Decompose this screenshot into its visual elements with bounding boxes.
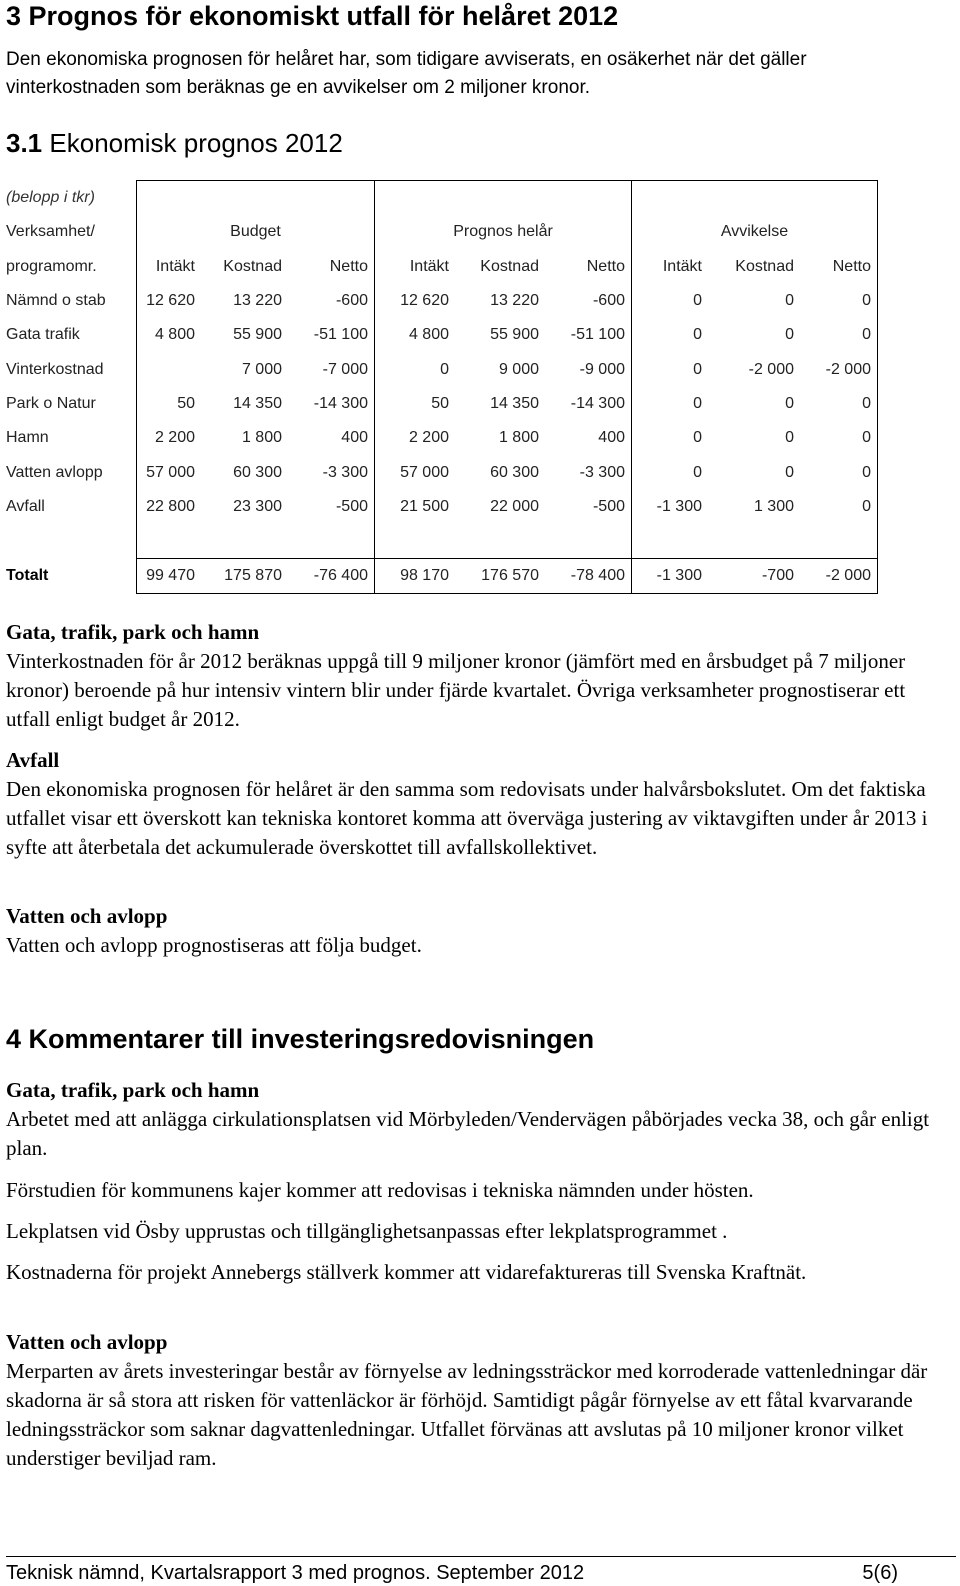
page-number: 5(6)	[862, 1562, 898, 1584]
subheader-prognos-netto: Netto	[545, 250, 632, 284]
total-cell: -700	[708, 558, 800, 593]
table-cell: 0	[693, 463, 702, 481]
table-cell: 57 000	[137, 455, 202, 489]
table-cell: 400	[545, 421, 632, 455]
table-cell: -1 300	[656, 497, 702, 515]
group-header-avvikelse: Avvikelse	[632, 215, 878, 249]
subheader-avvikelse-kostnad: Kostnad	[735, 257, 794, 275]
table-cell: 0	[800, 490, 878, 524]
row-label: Park o Natur	[6, 394, 96, 412]
avfall-title: Avfall	[6, 748, 60, 772]
table-cell: -600	[545, 284, 632, 318]
subheader-prognos-kostnad: Kostnad	[480, 257, 539, 275]
total-cell: -1 300	[632, 558, 709, 593]
table-cell: -9 000	[545, 352, 632, 386]
table-cell: 1 800	[241, 429, 282, 447]
table-cell: -500	[545, 490, 632, 524]
gata-text: Vinterkostnaden för år 2012 beräknas uppgå till 9 miljoner kronor (jämfört med en årsbudget på 7 miljoner kronor) beroende på hur intensiv vintern blir under fjärde kvartalet. Övriga verksamheter prognostiserar ett utfall enligt budget år 2012.	[6, 649, 906, 731]
table-cell: 9 000	[498, 360, 539, 378]
table-row	[0, 284, 878, 318]
section-4-p5: Merparten av årets investeringar består av förnyelse av ledningssträckor med korroderade vattenledningar där skadorna är så stora att risken för vattenläckor är förhöjd. Samtidigt pågår förnyelse av ett fåtal kvarvarande ledningssträckor som saknar dagvattenledningar. Utfallet förvänas att avslutas på 10 miljoner kronor vilket understiger beviljad ram.	[6, 1359, 928, 1470]
section-4-vatten-title: Vatten och avlopp	[6, 1330, 168, 1354]
row-label: Vatten avlopp	[6, 463, 103, 481]
subheader-avvikelse-netto: Netto	[800, 250, 878, 284]
table-row	[0, 421, 878, 455]
table-cell: 1 800	[498, 429, 539, 447]
section-4-gata-title: Gata, trafik, park och hamn	[6, 1078, 260, 1102]
section-3-intro: Den ekonomiska prognosen för helåret har, som tidigare avviserats, en osäkerhet när det gäller vinterkostnaden som beräknas ge en avvikelser om 2 miljoner kronor.	[6, 49, 807, 98]
section-4-p1: Arbetet med att anlägga cirkulationsplatsen vid Mörbyleden/Vendervägen påbörjades vecka 38, och går enligt plan.	[6, 1107, 930, 1160]
table-cell: 57 000	[400, 463, 449, 481]
row-header-line1: Verksamhet/	[6, 223, 95, 241]
table-cell: -14 300	[288, 387, 375, 421]
table-cell	[137, 352, 202, 386]
table-cell: 0	[693, 360, 702, 378]
section-4-heading: 4 Kommentarer till investeringsredovisningen	[6, 1024, 595, 1054]
subheader-avvikelse-intakt: Intäkt	[662, 257, 702, 275]
table-cell: 60 300	[233, 463, 282, 481]
group-header-budget: Budget	[137, 215, 375, 249]
prognosis-table	[0, 180, 878, 594]
table-cell: 0	[800, 455, 878, 489]
table-cell: 0	[785, 292, 794, 310]
row-header-line2: programomr.	[6, 257, 97, 275]
group-header-prognos: Prognos helår	[375, 215, 632, 249]
table-cell: 4 800	[137, 318, 202, 352]
table-cell: -3 300	[288, 455, 375, 489]
table-cell: 0	[440, 360, 449, 378]
section-4-p3: Lekplatsen vid Ösby upprustas och tillgänglighetsanpassas efter lekplatsprogrammet .	[6, 1219, 728, 1243]
table-cell: 400	[288, 421, 375, 455]
table-row	[0, 352, 878, 386]
total-label: Totalt	[6, 566, 49, 584]
table-cell: 12 620	[400, 292, 449, 310]
table-cell: 12 620	[137, 284, 202, 318]
total-cell: -76 400	[288, 558, 375, 593]
table-cell: 14 350	[490, 394, 539, 412]
table-cell: -7 000	[288, 352, 375, 386]
section-3-heading: 3 Prognos för ekonomiskt utfall för helåret 2012	[6, 1, 619, 31]
table-cell: -2 000	[748, 360, 794, 378]
table-cell: 50	[137, 387, 202, 421]
table-cell: -14 300	[545, 387, 632, 421]
total-cell: -78 400	[545, 558, 632, 593]
subheader-budget-intakt: Intäkt	[137, 250, 202, 284]
table-cell: -600	[288, 284, 375, 318]
table-cell: 2 200	[408, 429, 449, 447]
table-row	[0, 387, 878, 421]
table-cell: 0	[800, 284, 878, 318]
row-label: Gata trafik	[6, 326, 80, 344]
table-cell: 0	[693, 394, 702, 412]
table-cell: 7 000	[241, 360, 282, 378]
table-cell: 0	[785, 429, 794, 447]
total-cell: 175 870	[201, 558, 288, 593]
unit-note: (belopp i tkr)	[6, 188, 95, 206]
vatten-title: Vatten och avlopp	[6, 904, 168, 928]
table-row	[0, 490, 878, 524]
footer-divider	[6, 1556, 956, 1557]
section-3-1-heading	[6, 126, 343, 160]
subheader-prognos-intakt: Intäkt	[409, 257, 449, 275]
table-cell: -2 000	[800, 352, 878, 386]
table-cell: 55 900	[233, 326, 282, 344]
table-cell: 60 300	[490, 463, 539, 481]
table-cell: 50	[431, 394, 449, 412]
section-4-p2: Förstudien för kommunens kajer kommer att redovisas i tekniska nämnden under hösten.	[6, 1178, 754, 1202]
table-cell: -3 300	[545, 455, 632, 489]
table-cell: 0	[800, 421, 878, 455]
table-spacer-row	[0, 524, 878, 559]
table-cell: 0	[800, 318, 878, 352]
section-4-vatten	[6, 1328, 952, 1473]
row-label: Nämnd o stab	[6, 292, 106, 310]
table-cell: 22 000	[490, 497, 539, 515]
gata-title: Gata, trafik, park och hamn	[6, 620, 260, 644]
table-cell: -51 100	[545, 318, 632, 352]
table-subheader-row	[0, 250, 878, 284]
table-total-row	[0, 558, 878, 593]
table-cell: 0	[693, 326, 702, 344]
vatten-section	[6, 902, 952, 960]
table-cell: 1 300	[753, 497, 794, 515]
row-label: Avfall	[6, 497, 45, 515]
total-cell: 99 470	[137, 558, 202, 593]
table-cell: 0	[785, 463, 794, 481]
section-3-1-title: Ekonomisk prognos 2012	[49, 128, 343, 158]
vatten-text: Vatten och avlopp prognostiseras att följa budget.	[6, 933, 422, 957]
table-cell: 55 900	[490, 326, 539, 344]
table-group-header-row	[0, 215, 878, 249]
table-cell: 22 800	[137, 490, 202, 524]
table-cell: 0	[693, 429, 702, 447]
table-cell: 21 500	[400, 497, 449, 515]
table-cell: -500	[288, 490, 375, 524]
avfall-text: Den ekonomiska prognosen för helåret är den samma som redovisats under halvårsbokslutet. Om det faktiska utfallet visar ett överskott kan tekniska kontoret komma att överväga justering av viktavgiften under år 2013 i syfte att återbetala det ackumulerade överskottet till avfallskollektivet.	[6, 777, 928, 859]
table-cell: -51 100	[288, 318, 375, 352]
table-cell: 0	[693, 292, 702, 310]
section-3-1-number: 3.1	[6, 128, 43, 158]
table-cell: 4 800	[408, 326, 449, 344]
table-cell: 13 220	[233, 292, 282, 310]
total-cell: 98 170	[375, 558, 456, 593]
table-cell: 23 300	[233, 497, 282, 515]
avfall-section	[6, 746, 952, 862]
row-label: Vinterkostnad	[6, 360, 104, 378]
section-4-gata	[6, 1076, 952, 1163]
table-cell: 13 220	[490, 292, 539, 310]
subheader-budget-netto: Netto	[288, 250, 375, 284]
table-cell: 14 350	[233, 394, 282, 412]
table-cell: 0	[785, 394, 794, 412]
table-row	[0, 455, 878, 489]
total-cell: -2 000	[800, 558, 878, 593]
table-unit-row	[0, 181, 878, 216]
section-4-p4: Kostnaderna för projekt Annebergs ställverk kommer att vidarefaktureras till Svenska Kraftnät.	[6, 1260, 807, 1284]
table-cell: 0	[800, 387, 878, 421]
table-cell: 2 200	[137, 421, 202, 455]
footer-title: Teknisk nämnd, Kvartalsrapport 3 med prognos. September 2012	[6, 1562, 585, 1584]
total-cell: 176 570	[455, 558, 545, 593]
table-row	[0, 318, 878, 352]
table-cell: 0	[785, 326, 794, 344]
row-label: Hamn	[6, 429, 49, 447]
subheader-budget-kostnad: Kostnad	[223, 257, 282, 275]
gata-section	[6, 618, 952, 734]
